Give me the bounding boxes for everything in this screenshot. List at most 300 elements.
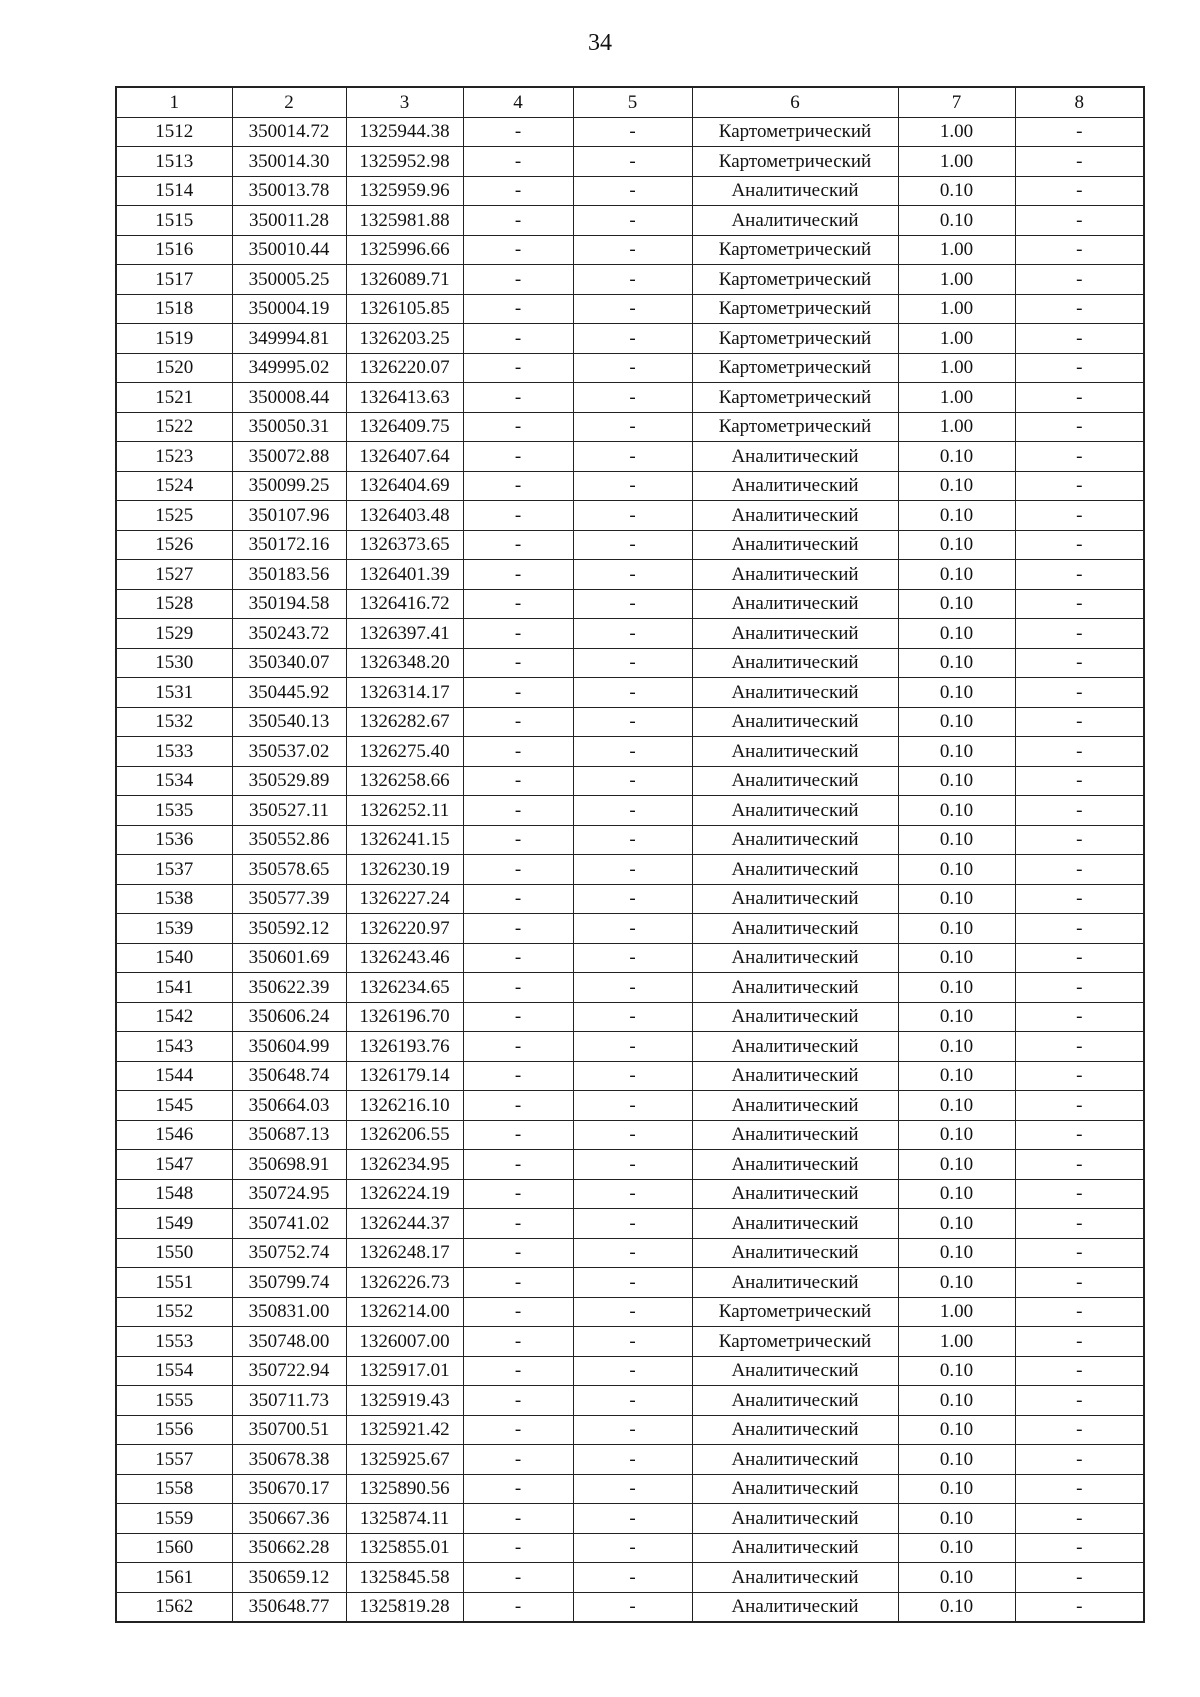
column-8-cell: - (1015, 1563, 1144, 1593)
x-coordinate-cell: 350010.44 (232, 235, 346, 265)
point-number-cell: 1560 (116, 1533, 232, 1563)
column-4-cell: - (463, 825, 573, 855)
column-4-cell: - (463, 796, 573, 826)
accuracy-cell: 0.10 (898, 1091, 1015, 1121)
column-4-cell: - (463, 442, 573, 472)
accuracy-cell: 1.00 (898, 324, 1015, 354)
method-cell: Аналитический (692, 1474, 898, 1504)
point-number-cell: 1544 (116, 1061, 232, 1091)
column-5-cell: - (573, 914, 692, 944)
accuracy-cell: 1.00 (898, 1297, 1015, 1327)
table-row (116, 589, 1144, 619)
accuracy-cell: 0.10 (898, 530, 1015, 560)
x-coordinate-cell: 350648.74 (232, 1061, 346, 1091)
column-5-cell: - (573, 324, 692, 354)
y-coordinate-cell: 1325845.58 (346, 1563, 463, 1593)
point-number-cell: 1542 (116, 1002, 232, 1032)
accuracy-cell: 1.00 (898, 265, 1015, 295)
column-4-cell: - (463, 707, 573, 737)
method-cell: Аналитический (692, 973, 898, 1003)
y-coordinate-cell: 1326196.70 (346, 1002, 463, 1032)
x-coordinate-cell: 350072.88 (232, 442, 346, 472)
column-4-cell: - (463, 383, 573, 413)
method-cell: Картометрический (692, 383, 898, 413)
y-coordinate-cell: 1325959.96 (346, 176, 463, 206)
column-4-cell: - (463, 1209, 573, 1239)
table-body (116, 117, 1144, 1622)
y-coordinate-cell: 1326007.00 (346, 1327, 463, 1357)
column-4-cell: - (463, 176, 573, 206)
y-coordinate-cell: 1326416.72 (346, 589, 463, 619)
table-row (116, 560, 1144, 590)
column-4-cell: - (463, 855, 573, 885)
column-5-cell: - (573, 884, 692, 914)
column-4-cell: - (463, 560, 573, 590)
accuracy-cell: 0.10 (898, 1238, 1015, 1268)
y-coordinate-cell: 1326227.24 (346, 884, 463, 914)
x-coordinate-cell: 350667.36 (232, 1504, 346, 1534)
x-coordinate-cell: 350722.94 (232, 1356, 346, 1386)
column-4-cell: - (463, 1002, 573, 1032)
x-coordinate-cell: 350659.12 (232, 1563, 346, 1593)
x-coordinate-cell: 350741.02 (232, 1209, 346, 1239)
column-5-cell: - (573, 1032, 692, 1062)
column-8-cell: - (1015, 1032, 1144, 1062)
column-4-cell: - (463, 206, 573, 236)
accuracy-cell: 0.10 (898, 1268, 1015, 1298)
y-coordinate-cell: 1325952.98 (346, 147, 463, 177)
column-4-cell: - (463, 1091, 573, 1121)
point-number-cell: 1561 (116, 1563, 232, 1593)
column-8-cell: - (1015, 530, 1144, 560)
column-8-cell: - (1015, 1415, 1144, 1445)
accuracy-cell: 0.10 (898, 1061, 1015, 1091)
y-coordinate-cell: 1325890.56 (346, 1474, 463, 1504)
column-4-cell: - (463, 1268, 573, 1298)
column-8-cell: - (1015, 825, 1144, 855)
column-5-cell: - (573, 1002, 692, 1032)
column-8-cell: - (1015, 973, 1144, 1003)
method-cell: Картометрический (692, 235, 898, 265)
method-cell: Аналитический (692, 1209, 898, 1239)
method-cell: Аналитический (692, 1268, 898, 1298)
column-5-cell: - (573, 1061, 692, 1091)
method-cell: Картометрический (692, 117, 898, 147)
point-number-cell: 1521 (116, 383, 232, 413)
column-5-cell: - (573, 589, 692, 619)
column-8-cell: - (1015, 117, 1144, 147)
column-8-cell: - (1015, 442, 1144, 472)
method-cell: Аналитический (692, 1415, 898, 1445)
column-5-cell: - (573, 471, 692, 501)
method-cell: Аналитический (692, 1179, 898, 1209)
method-cell: Аналитический (692, 206, 898, 236)
table-row (116, 265, 1144, 295)
point-number-cell: 1550 (116, 1238, 232, 1268)
accuracy-cell: 1.00 (898, 147, 1015, 177)
column-4-cell: - (463, 1356, 573, 1386)
column-8-cell: - (1015, 235, 1144, 265)
table-row (116, 914, 1144, 944)
column-5-cell: - (573, 1120, 692, 1150)
x-coordinate-cell: 350005.25 (232, 265, 346, 295)
point-number-cell: 1555 (116, 1386, 232, 1416)
column-8-cell: - (1015, 1474, 1144, 1504)
column-8-cell: - (1015, 412, 1144, 442)
table-row (116, 235, 1144, 265)
method-cell: Аналитический (692, 589, 898, 619)
column-8-cell: - (1015, 560, 1144, 590)
table-row (116, 707, 1144, 737)
accuracy-cell: 0.10 (898, 1504, 1015, 1534)
column-4-cell: - (463, 1386, 573, 1416)
y-coordinate-cell: 1326241.15 (346, 825, 463, 855)
column-8-cell: - (1015, 1150, 1144, 1180)
point-number-cell: 1562 (116, 1592, 232, 1622)
accuracy-cell: 0.10 (898, 678, 1015, 708)
column-4-cell: - (463, 589, 573, 619)
column-5-cell: - (573, 796, 692, 826)
accuracy-cell: 0.10 (898, 1120, 1015, 1150)
y-coordinate-cell: 1326403.48 (346, 501, 463, 531)
accuracy-cell: 0.10 (898, 442, 1015, 472)
point-number-cell: 1543 (116, 1032, 232, 1062)
x-coordinate-cell: 350014.72 (232, 117, 346, 147)
table-row (116, 1327, 1144, 1357)
column-header: 2 (232, 87, 346, 117)
point-number-cell: 1557 (116, 1445, 232, 1475)
accuracy-cell: 0.10 (898, 176, 1015, 206)
y-coordinate-cell: 1326234.95 (346, 1150, 463, 1180)
column-8-cell: - (1015, 1327, 1144, 1357)
accuracy-cell: 0.10 (898, 796, 1015, 826)
column-4-cell: - (463, 973, 573, 1003)
accuracy-cell: 0.10 (898, 1356, 1015, 1386)
table-row (116, 1533, 1144, 1563)
accuracy-cell: 0.10 (898, 1032, 1015, 1062)
column-8-cell: - (1015, 943, 1144, 973)
table-row (116, 471, 1144, 501)
column-5-cell: - (573, 619, 692, 649)
column-5-cell: - (573, 560, 692, 590)
column-8-cell: - (1015, 147, 1144, 177)
point-number-cell: 1519 (116, 324, 232, 354)
y-coordinate-cell: 1326348.20 (346, 648, 463, 678)
x-coordinate-cell: 350194.58 (232, 589, 346, 619)
y-coordinate-cell: 1326404.69 (346, 471, 463, 501)
column-5-cell: - (573, 176, 692, 206)
column-8-cell: - (1015, 1356, 1144, 1386)
column-5-cell: - (573, 1238, 692, 1268)
column-5-cell: - (573, 1209, 692, 1239)
method-cell: Аналитический (692, 796, 898, 826)
column-8-cell: - (1015, 619, 1144, 649)
point-number-cell: 1552 (116, 1297, 232, 1327)
table-row (116, 884, 1144, 914)
point-number-cell: 1532 (116, 707, 232, 737)
header-row (116, 87, 1144, 117)
x-coordinate-cell: 350700.51 (232, 1415, 346, 1445)
accuracy-cell: 1.00 (898, 383, 1015, 413)
point-number-cell: 1515 (116, 206, 232, 236)
point-number-cell: 1558 (116, 1474, 232, 1504)
x-coordinate-cell: 350831.00 (232, 1297, 346, 1327)
table-row (116, 530, 1144, 560)
column-8-cell: - (1015, 1061, 1144, 1091)
accuracy-cell: 0.10 (898, 619, 1015, 649)
column-8-cell: - (1015, 383, 1144, 413)
x-coordinate-cell: 350183.56 (232, 560, 346, 590)
accuracy-cell: 0.10 (898, 1209, 1015, 1239)
y-coordinate-cell: 1326314.17 (346, 678, 463, 708)
point-number-cell: 1539 (116, 914, 232, 944)
column-4-cell: - (463, 1533, 573, 1563)
column-5-cell: - (573, 117, 692, 147)
accuracy-cell: 1.00 (898, 235, 1015, 265)
column-8-cell: - (1015, 501, 1144, 531)
method-cell: Аналитический (692, 442, 898, 472)
method-cell: Аналитический (692, 1356, 898, 1386)
method-cell: Аналитический (692, 1120, 898, 1150)
table-row (116, 1592, 1144, 1622)
column-8-cell: - (1015, 1504, 1144, 1534)
accuracy-cell: 0.10 (898, 1150, 1015, 1180)
table-row (116, 1209, 1144, 1239)
y-coordinate-cell: 1326193.76 (346, 1032, 463, 1062)
column-5-cell: - (573, 1179, 692, 1209)
method-cell: Аналитический (692, 766, 898, 796)
accuracy-cell: 0.10 (898, 737, 1015, 767)
x-coordinate-cell: 350664.03 (232, 1091, 346, 1121)
x-coordinate-cell: 350711.73 (232, 1386, 346, 1416)
table-row (116, 1445, 1144, 1475)
column-4-cell: - (463, 1179, 573, 1209)
y-coordinate-cell: 1326275.40 (346, 737, 463, 767)
x-coordinate-cell: 350622.39 (232, 973, 346, 1003)
x-coordinate-cell: 350606.24 (232, 1002, 346, 1032)
column-8-cell: - (1015, 324, 1144, 354)
method-cell: Аналитический (692, 501, 898, 531)
y-coordinate-cell: 1326230.19 (346, 855, 463, 885)
column-8-cell: - (1015, 206, 1144, 236)
x-coordinate-cell: 350011.28 (232, 206, 346, 236)
y-coordinate-cell: 1326282.67 (346, 707, 463, 737)
table-row (116, 1150, 1144, 1180)
y-coordinate-cell: 1326409.75 (346, 412, 463, 442)
column-8-cell: - (1015, 1238, 1144, 1268)
point-number-cell: 1524 (116, 471, 232, 501)
table-row (116, 619, 1144, 649)
point-number-cell: 1525 (116, 501, 232, 531)
accuracy-cell: 1.00 (898, 353, 1015, 383)
coordinates-table (115, 86, 1145, 1623)
column-8-cell: - (1015, 1386, 1144, 1416)
accuracy-cell: 0.10 (898, 1445, 1015, 1475)
point-number-cell: 1546 (116, 1120, 232, 1150)
column-header: 7 (898, 87, 1015, 117)
column-5-cell: - (573, 707, 692, 737)
table-row (116, 855, 1144, 885)
column-4-cell: - (463, 117, 573, 147)
accuracy-cell: 0.10 (898, 1415, 1015, 1445)
column-5-cell: - (573, 501, 692, 531)
table-row (116, 1091, 1144, 1121)
method-cell: Аналитический (692, 619, 898, 649)
column-5-cell: - (573, 1533, 692, 1563)
accuracy-cell: 0.10 (898, 973, 1015, 1003)
column-header: 4 (463, 87, 573, 117)
column-5-cell: - (573, 442, 692, 472)
column-8-cell: - (1015, 796, 1144, 826)
x-coordinate-cell: 350008.44 (232, 383, 346, 413)
accuracy-cell: 0.10 (898, 1002, 1015, 1032)
column-4-cell: - (463, 265, 573, 295)
point-number-cell: 1540 (116, 943, 232, 973)
table-row (116, 442, 1144, 472)
column-8-cell: - (1015, 914, 1144, 944)
point-number-cell: 1517 (116, 265, 232, 295)
y-coordinate-cell: 1326203.25 (346, 324, 463, 354)
column-8-cell: - (1015, 678, 1144, 708)
column-4-cell: - (463, 471, 573, 501)
column-5-cell: - (573, 530, 692, 560)
accuracy-cell: 0.10 (898, 1592, 1015, 1622)
column-4-cell: - (463, 353, 573, 383)
point-number-cell: 1527 (116, 560, 232, 590)
method-cell: Картометрический (692, 412, 898, 442)
method-cell: Аналитический (692, 1386, 898, 1416)
table-row (116, 324, 1144, 354)
y-coordinate-cell: 1325874.11 (346, 1504, 463, 1534)
method-cell: Аналитический (692, 914, 898, 944)
point-number-cell: 1553 (116, 1327, 232, 1357)
column-8-cell: - (1015, 766, 1144, 796)
method-cell: Аналитический (692, 1238, 898, 1268)
table-row (116, 1179, 1144, 1209)
column-5-cell: - (573, 1504, 692, 1534)
column-5-cell: - (573, 412, 692, 442)
method-cell: Аналитический (692, 1061, 898, 1091)
column-8-cell: - (1015, 737, 1144, 767)
x-coordinate-cell: 350014.30 (232, 147, 346, 177)
table-row (116, 1002, 1144, 1032)
point-number-cell: 1556 (116, 1415, 232, 1445)
column-4-cell: - (463, 914, 573, 944)
table-row (116, 117, 1144, 147)
column-5-cell: - (573, 383, 692, 413)
column-4-cell: - (463, 619, 573, 649)
table-row (116, 825, 1144, 855)
y-coordinate-cell: 1326089.71 (346, 265, 463, 295)
table-row (116, 1120, 1144, 1150)
column-5-cell: - (573, 1150, 692, 1180)
column-8-cell: - (1015, 294, 1144, 324)
table-row (116, 973, 1144, 1003)
y-coordinate-cell: 1325981.88 (346, 206, 463, 236)
point-number-cell: 1551 (116, 1268, 232, 1298)
column-4-cell: - (463, 766, 573, 796)
accuracy-cell: 1.00 (898, 412, 1015, 442)
method-cell: Аналитический (692, 1091, 898, 1121)
column-5-cell: - (573, 766, 692, 796)
y-coordinate-cell: 1326248.17 (346, 1238, 463, 1268)
point-number-cell: 1535 (116, 796, 232, 826)
method-cell: Картометрический (692, 265, 898, 295)
column-4-cell: - (463, 648, 573, 678)
table-row (116, 943, 1144, 973)
column-8-cell: - (1015, 1091, 1144, 1121)
column-8-cell: - (1015, 1209, 1144, 1239)
method-cell: Аналитический (692, 530, 898, 560)
column-8-cell: - (1015, 1297, 1144, 1327)
column-8-cell: - (1015, 353, 1144, 383)
method-cell: Аналитический (692, 1592, 898, 1622)
y-coordinate-cell: 1325996.66 (346, 235, 463, 265)
column-5-cell: - (573, 235, 692, 265)
column-5-cell: - (573, 294, 692, 324)
accuracy-cell: 0.10 (898, 943, 1015, 973)
table-row (116, 501, 1144, 531)
y-coordinate-cell: 1325819.28 (346, 1592, 463, 1622)
table-row (116, 1268, 1144, 1298)
table-row (116, 1356, 1144, 1386)
column-4-cell: - (463, 1120, 573, 1150)
accuracy-cell: 0.10 (898, 560, 1015, 590)
table-row (116, 1415, 1144, 1445)
column-4-cell: - (463, 884, 573, 914)
method-cell: Аналитический (692, 1504, 898, 1534)
y-coordinate-cell: 1325919.43 (346, 1386, 463, 1416)
column-8-cell: - (1015, 884, 1144, 914)
x-coordinate-cell: 350050.31 (232, 412, 346, 442)
column-8-cell: - (1015, 1268, 1144, 1298)
x-coordinate-cell: 350540.13 (232, 707, 346, 737)
point-number-cell: 1528 (116, 589, 232, 619)
accuracy-cell: 1.00 (898, 1327, 1015, 1357)
column-4-cell: - (463, 1504, 573, 1534)
x-coordinate-cell: 350678.38 (232, 1445, 346, 1475)
accuracy-cell: 0.10 (898, 914, 1015, 944)
method-cell: Картометрический (692, 353, 898, 383)
column-4-cell: - (463, 737, 573, 767)
column-5-cell: - (573, 1592, 692, 1622)
x-coordinate-cell: 350687.13 (232, 1120, 346, 1150)
point-number-cell: 1534 (116, 766, 232, 796)
x-coordinate-cell: 350648.77 (232, 1592, 346, 1622)
y-coordinate-cell: 1326258.66 (346, 766, 463, 796)
y-coordinate-cell: 1325917.01 (346, 1356, 463, 1386)
column-4-cell: - (463, 294, 573, 324)
column-5-cell: - (573, 943, 692, 973)
point-number-cell: 1541 (116, 973, 232, 1003)
y-coordinate-cell: 1326105.85 (346, 294, 463, 324)
column-header: 8 (1015, 87, 1144, 117)
column-5-cell: - (573, 353, 692, 383)
column-5-cell: - (573, 1386, 692, 1416)
x-coordinate-cell: 350670.17 (232, 1474, 346, 1504)
y-coordinate-cell: 1326243.46 (346, 943, 463, 973)
x-coordinate-cell: 350013.78 (232, 176, 346, 206)
x-coordinate-cell: 350724.95 (232, 1179, 346, 1209)
point-number-cell: 1514 (116, 176, 232, 206)
y-coordinate-cell: 1326407.64 (346, 442, 463, 472)
y-coordinate-cell: 1326401.39 (346, 560, 463, 590)
x-coordinate-cell: 350601.69 (232, 943, 346, 973)
accuracy-cell: 0.10 (898, 206, 1015, 236)
point-number-cell: 1538 (116, 884, 232, 914)
column-8-cell: - (1015, 1533, 1144, 1563)
point-number-cell: 1547 (116, 1150, 232, 1180)
